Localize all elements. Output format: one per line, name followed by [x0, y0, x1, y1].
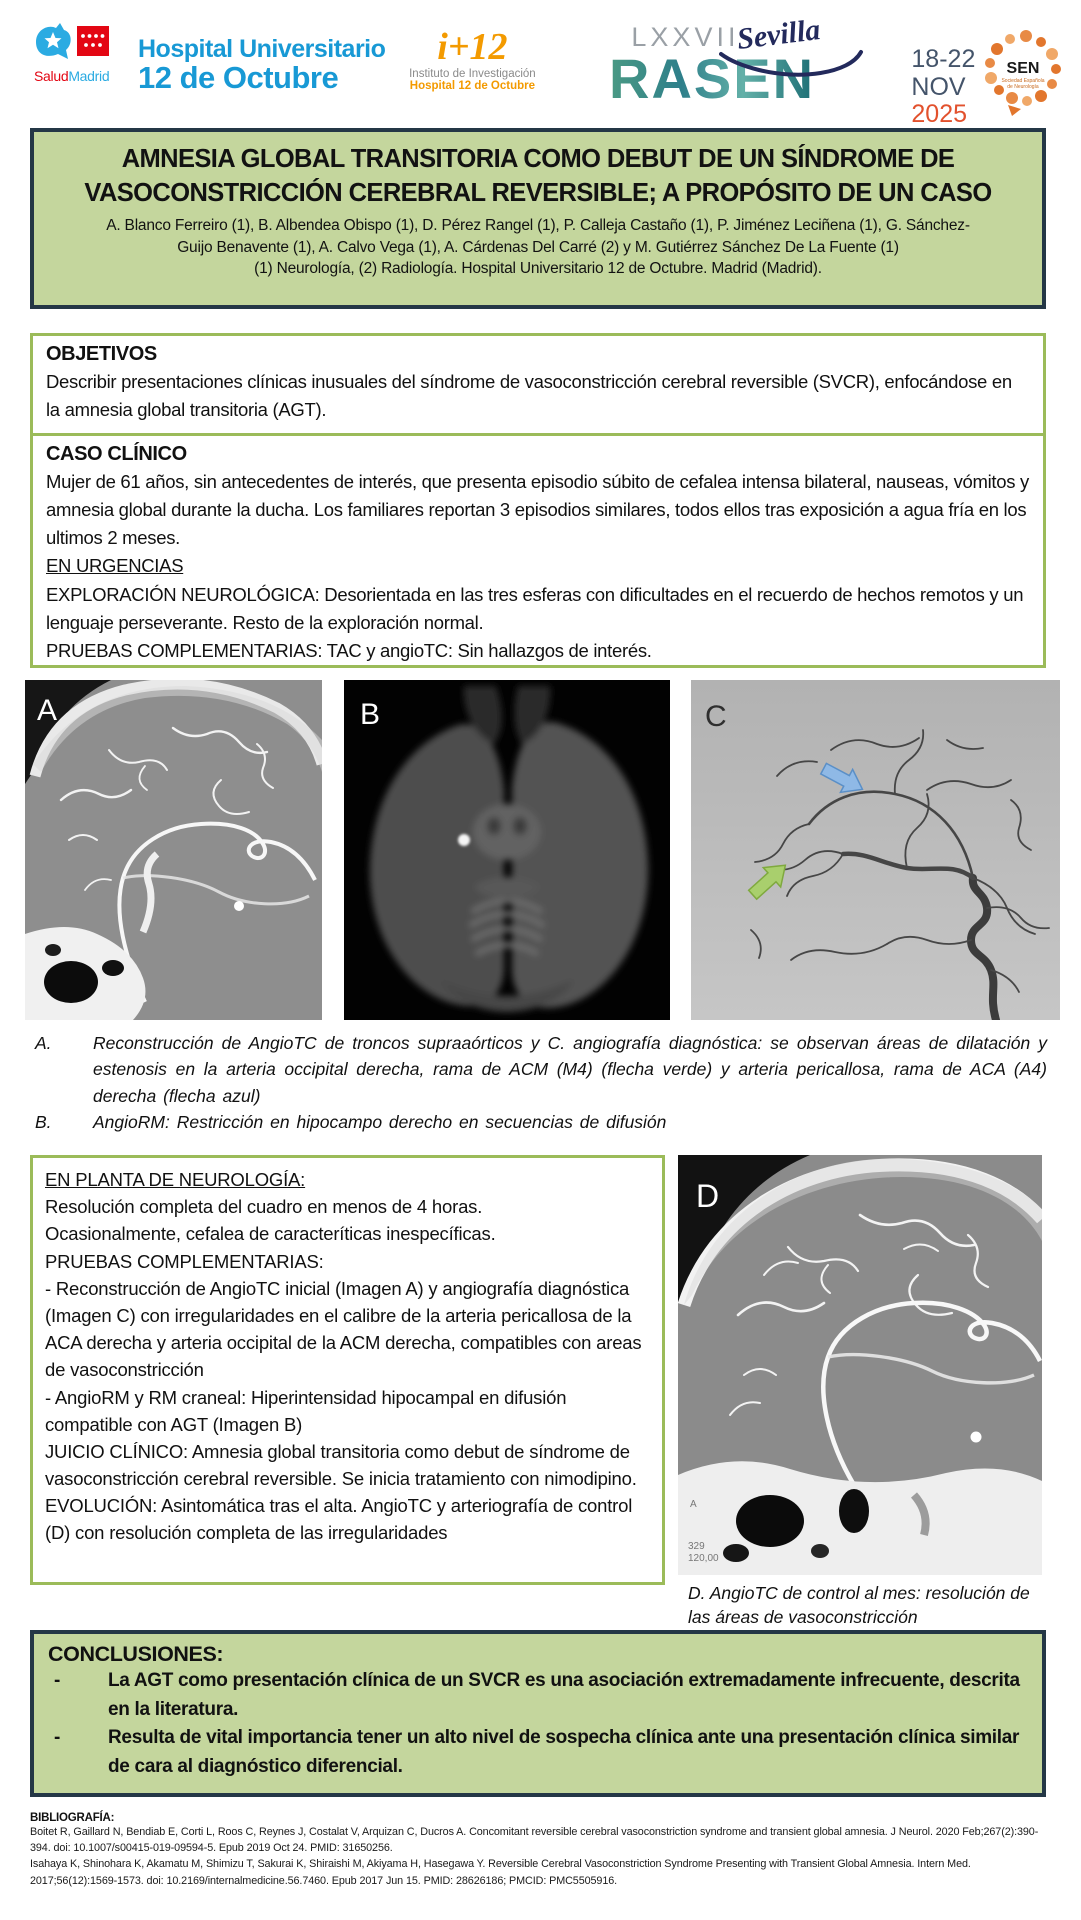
planta-line-3: - Reconstrucción de AngioTC inicial (Imagen A) y angiografía diagnóstica (Imagen C) con irregularidades en el calibre de la arteria pericallosa de la ACA derecha y arteria occipital de la ACM derecha, compatibles con areas de vasoconstricción — [45, 1277, 642, 1381]
objectives-body: Describir presentaciones clínicas inusuales del síndrome de vasoconstricción cerebral reversible (SVCR), enfocándose en la amnesia global transitoria (AGT). — [46, 371, 1012, 421]
hospital-name-line1: Hospital Universitario — [138, 35, 386, 63]
figure-d-label: D — [696, 1178, 720, 1214]
bullet-text-1: La AGT como presentación clínica de un SVCR es una asociación extremadamente infrecuente, descrita en la literatura. — [108, 1670, 1020, 1720]
title-box — [30, 128, 1046, 309]
figure-b-hippocampal-restriction-spot — [458, 834, 470, 846]
planta-line-0: Resolución completa del cuadro en menos de 4 horas. — [45, 1196, 483, 1218]
conclusions-heading: CONCLUSIONES: — [48, 1642, 224, 1666]
planta-line-5: JUICIO CLÍNICO: Amnesia global transitoria como debut de síndrome de vasoconstricción cerebral reversible. Se inicia tratamiento con nimodipino. — [45, 1440, 637, 1490]
sen-logo — [981, 26, 1065, 123]
planta-line-1: Ocasionalmente, cefalea de caracteríticas inespecíficas. — [45, 1223, 496, 1245]
sen-subtitle1: Sociedad Española — [1001, 78, 1045, 84]
salud-madrid-icon — [34, 22, 112, 62]
figure-d-angiotc-control — [678, 1155, 1042, 1575]
clinical-case-section — [33, 436, 1043, 674]
poster-header — [34, 13, 1065, 128]
urgencias-heading: EN URGENCIAS — [46, 555, 184, 577]
bibliography — [30, 1812, 1051, 1889]
caption-item-a — [35, 1030, 1047, 1109]
i12-institute-line: Instituto de Investigación — [409, 68, 536, 80]
salud-text: Salud — [34, 68, 69, 84]
madrid-text: Madrid — [68, 68, 110, 84]
bibliography-ref-1: Boitet R, Gaillard N, Bendiab E, Corti L, Roos C, Reynes J, Costalat V, Arquizan C, Ducros A. Concomitant reversible cerebral vasoconstriction syndrome and transient global amnesia. J Neurol. 2020 Feb;267(2):390-394. doi: 10.1007/s00415-019-09594-5. Epub 2019 Oct 24. PMID: 31650256. — [30, 1826, 1039, 1855]
figure-row — [25, 680, 1060, 1020]
figure-c-label: C — [705, 700, 727, 733]
clinical-case-heading: CASO CLÍNICO — [46, 442, 187, 465]
i12-hospital-line: Hospital 12 de Octubre — [409, 80, 536, 92]
figure-a-label: A — [37, 694, 58, 727]
caption-item-b — [35, 1109, 1047, 1135]
sen-acronym: SEN — [1006, 60, 1040, 77]
figure-c-angiography — [691, 680, 1060, 1020]
congress-roman-numeral: LXXVII — [631, 22, 740, 52]
figure-d-image — [678, 1155, 1042, 1575]
figure-b-mri-dwi — [344, 680, 670, 1020]
bullet-text-2: Resulta de vital importancia tener un alto nivel de sospecha clínica ante una presentación clínica similar de cara al diagnóstico diferencial. — [108, 1727, 1020, 1777]
figure-a-angiotc — [25, 680, 322, 1020]
caption-text-b: AngioRM: Restricción en hipocampo derecho en secuencias de difusión — [93, 1111, 667, 1132]
figure-b-label: B — [359, 698, 380, 731]
rasen-text: RASEN — [609, 47, 816, 108]
i12-logo — [399, 28, 545, 92]
bibliography-ref-2: Isahaya K, Shinohara K, Akamatu M, Shimizu T, Sakurai K, Shiraishi M, Akiyama H, Hasegawa Y. Reversible Cerebral Vasoconstriction Syndrome Presenting with Transient Global Amnesia. Intern Med. 2017;56(12):1569-1573. doi: 10.2169/internalmedicine.56.7460. Epub 2017 Jun 15. PMID: 28626186; PMCID: PMC5505916. — [30, 1858, 971, 1887]
salud-madrid-label — [34, 68, 130, 84]
bibliography-heading: BIBLIOGRAFÍA: — [30, 1812, 115, 1824]
congress-logo — [609, 13, 901, 122]
figure-d-annotation-a: A — [690, 1499, 697, 1510]
hospital-logo-text — [138, 36, 385, 95]
caption-text-a: Reconstrucción de AngioTC de troncos supraaórticos y C. angiografía diagnóstica: se observan áreas de dilatación y estenosis en la arteria occipital derecha, rama de ACM (M4) (flecha verde) y arteria pericallosa, rama de ACA (A4) derecha (flecha azul) — [93, 1033, 1047, 1106]
bullet-dash-2: - — [54, 1727, 61, 1748]
figure-c-image — [691, 680, 1060, 1020]
clinical-case-body: Mujer de 61 años, sin antecedentes de interés, que presenta episodio súbito de cefalea intensa bilateral, nauseas, vómitos y amnesia global durante la ducha. Los familiares reportan 3 episodios similares, todos ellos tras exposición a agua fría en los ultimos 2 meses. — [46, 470, 1030, 549]
conclusions-box — [30, 1630, 1046, 1797]
authors-line1: A. Blanco Ferreiro (1), B. Albendea Obispo (1), D. Pérez Rangel (1), P. Calleja Castaño (1), P. Jiménez Leciñena (1), G. Sánchez- — [106, 217, 970, 235]
objectives-heading: OBJETIVOS — [46, 343, 157, 365]
planta-heading: EN PLANTA DE NEUROLOGÍA: — [45, 1169, 306, 1190]
hospital-name-line2: 12 de Octubre — [138, 60, 339, 96]
authors — [42, 215, 1034, 279]
poster-title-line2: VASOCONSTRICCIÓN CEREBRAL REVERSIBLE; A PROPÓSITO DE UN CASO — [84, 179, 992, 208]
madrid-flag — [77, 26, 109, 56]
objectives-case-box — [30, 333, 1046, 668]
bullet-dash-1: - — [54, 1670, 61, 1691]
neurology-ward-box — [30, 1155, 665, 1585]
dates-year: 2025 — [911, 100, 968, 128]
figure-d-annotation-num1: 329 — [688, 1541, 705, 1552]
authors-line2: Guijo Benavente (1), A. Calvo Vega (1), A. Cárdenas Del Carré (2) y M. Gutiérrez Sánchez De La Fuente (1) — [177, 238, 899, 256]
figure-caption-ab — [35, 1030, 1047, 1135]
caption-marker-a: A. — [35, 1033, 52, 1053]
sen-subtitle2: de Neurología — [1007, 84, 1039, 90]
dates-month: NOV — [911, 72, 966, 101]
figure-d-annotation-num2: 120,00 — [688, 1553, 719, 1564]
conclusion-bullet-1 — [48, 1667, 1028, 1724]
figure-b-image — [344, 680, 670, 1020]
salud-madrid-logo — [34, 22, 130, 84]
i12-logo-text: i+12 — [437, 26, 508, 68]
urgencias-pruebas: PRUEBAS COMPLEMENTARIAS: TAC y angioTC: Sin hallazgos de interés. — [46, 640, 652, 662]
urgencias-exploracion: EXPLORACIÓN NEUROLÓGICA: Desorientada en las tres esferas con dificultades en el recuerdo de hechos remotos y un lenguaje perseverante. Resto de la exploración normal. — [46, 583, 1024, 634]
planta-line-4: - AngioRM y RM craneal: Hiperintensidad hipocampal en difusión compatible con AGT (Imagen B) — [45, 1386, 567, 1435]
affiliation: (1) Neurología, (2) Radiología. Hospital Universitario 12 de Octubre. Madrid (Madrid). — [254, 260, 822, 278]
figure-caption-d: D. AngioTC de control al mes: resolución de las áreas de vasoconstricción — [688, 1583, 1030, 1627]
conclusion-bullet-2 — [48, 1724, 1028, 1781]
congress-city: Sevilla — [735, 13, 823, 56]
figure-a-image — [25, 680, 322, 1020]
planta-line-2: PRUEBAS COMPLEMENTARIAS: — [45, 1250, 324, 1272]
objectives-section — [33, 336, 1043, 433]
congress-dates — [911, 46, 975, 129]
sen-brain-icon — [981, 26, 1065, 118]
planta-line-6: EVOLUCIÓN: Asintomática tras el alta. AngioTC y arteriografía de control (D) con resolución completa de las irregularidades — [45, 1495, 633, 1544]
caption-marker-b: B. — [35, 1111, 52, 1132]
dates-range: 18-22 — [911, 45, 976, 73]
poster-title-line1: AMNESIA GLOBAL TRANSITORIA COMO DEBUT DE UN SÍNDROME DE — [121, 145, 955, 173]
